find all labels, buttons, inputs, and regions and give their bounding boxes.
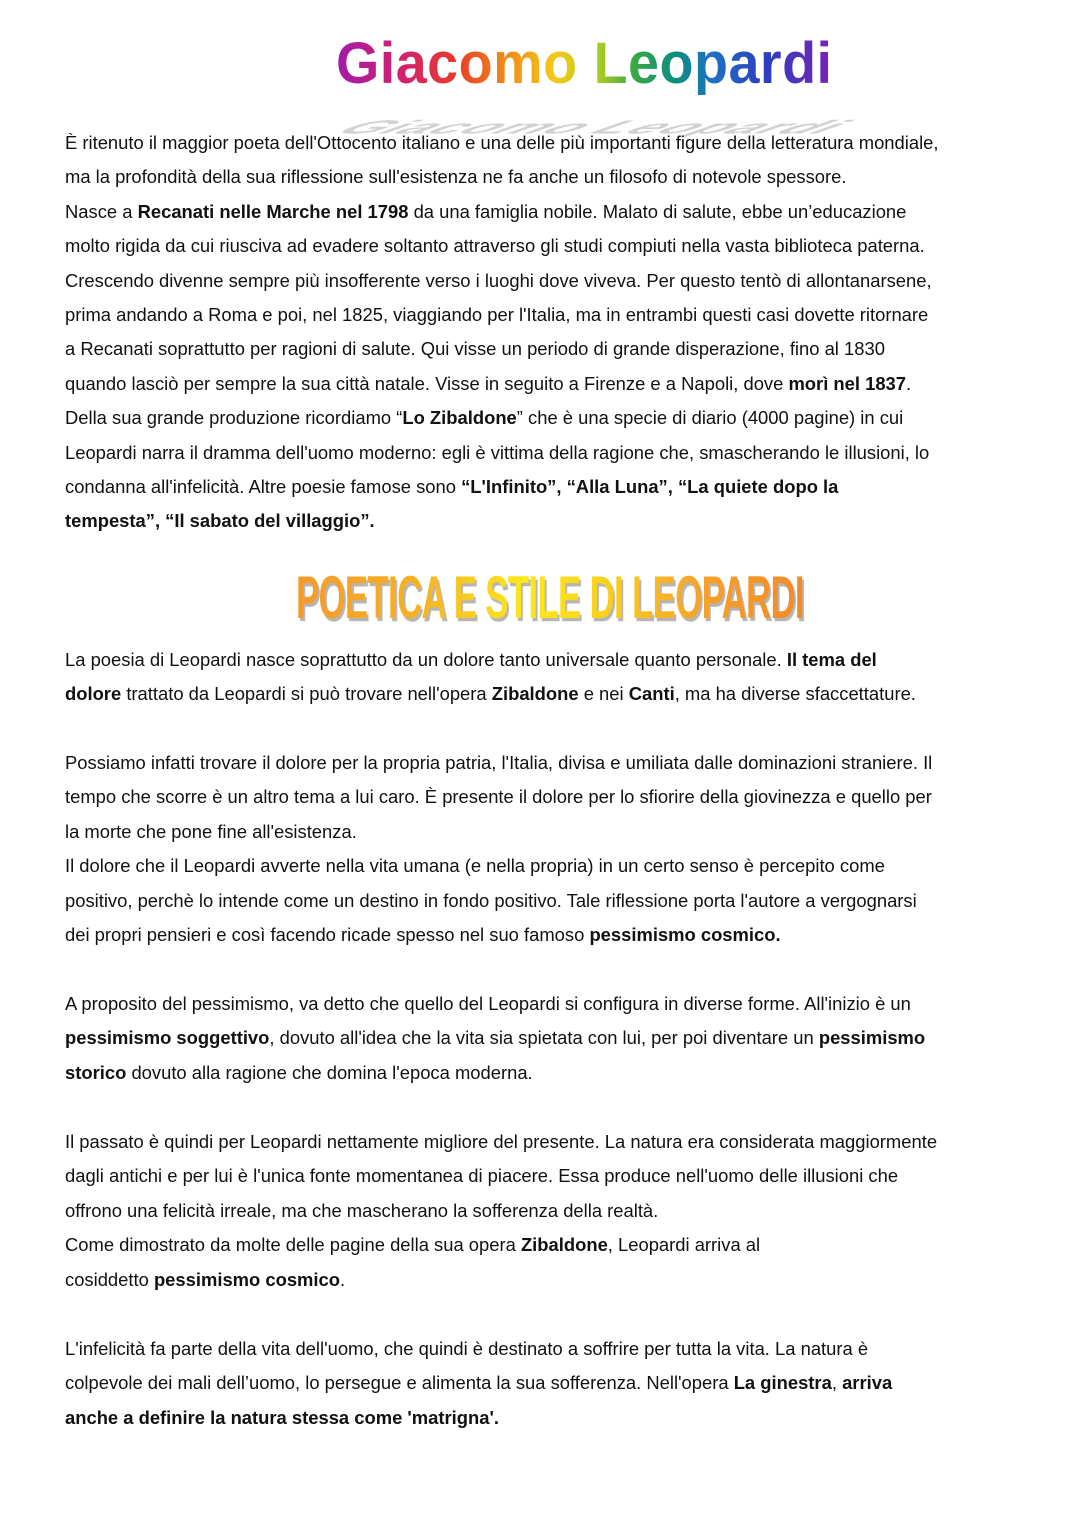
bold-text: morì nel 1837 [788,372,907,394]
bold-text: La ginestra [733,1372,832,1394]
text-line [65,746,1025,780]
text-line [65,332,1025,366]
text-run: positivo, perchè lo intende come un destino in fondo positivo. Tale riflessione porta l'autore a vergognarsi [65,889,917,911]
text-run: cosiddetto [65,1268,154,1290]
text-run: Come dimostrato da molte delle pagine della sua opera [65,1234,521,1256]
text-run: . [906,372,912,394]
title-wordart [300,26,870,138]
poetica-paragraph-2 [65,746,1025,952]
bold-text: Zibaldone [520,1234,608,1256]
text-line [65,401,1025,435]
bold-text: pessimismo cosmico. [589,924,781,946]
text-run: dovuto alla ragione che domina l'epoca moderna. [126,1061,533,1083]
bold-text: Canti [628,683,675,705]
bold-text: pessimismo soggettivo [65,1027,270,1049]
bold-text: anche a definire la natura stessa come 'matrigna'. [65,1406,499,1428]
title-shadow: Giacomo Leopardi [319,116,870,138]
text-run: colpevole dei mali dell’uomo, lo persegue e alimenta la sua sofferenza. Nell'opera [65,1372,734,1394]
text-line [65,1056,1025,1090]
bold-text: Recanati nelle Marche nel 1798 [137,200,409,222]
bold-text: Il tema del [786,649,877,670]
text-run: la morte che pone fine all'esistenza. [65,820,357,842]
text-run: ” che è una specie di diario (4000 pagine) in cui [516,407,904,429]
bold-text: arriva [842,1372,893,1394]
bold-text: pessimismo cosmico [153,1268,340,1290]
text-line [65,1366,1025,1400]
text-run: A proposito del pessimismo, va detto che quello del Leopardi si configura in diverse forme. All'inizio è un [65,993,911,1014]
text-run: da una famiglia nobile. Malato di salute, ebbe un’educazione [408,200,907,222]
text-line [65,849,1025,883]
section-heading-wordart [296,562,804,632]
page-title: Giacomo Leopardi [336,31,833,96]
text-line [65,436,1025,470]
section-heading: POETICA E STILE DI LEOPARDI [296,563,804,632]
text-line [65,126,1025,160]
text-line [65,1021,1025,1055]
text-line [65,264,1025,298]
poetica-paragraph-4 [65,1125,1025,1297]
bold-text: Lo Zibaldone [402,407,517,429]
bold-text: Zibaldone [491,683,579,705]
text-run: dei propri pensieri e così facendo ricade spesso nel suo famoso [65,924,590,946]
text-run: molto rigida da cui riusciva ad evadere soltanto attraverso gli studi compiuti nella vasta biblioteca paterna. [65,235,925,257]
poetica-paragraph-3 [65,987,1025,1090]
text-line [65,884,1025,918]
text-line [65,160,1025,194]
biography-paragraph [65,126,1025,539]
text-line [65,504,1025,538]
text-run: È ritenuto il maggior poeta dell'Ottocento italiano e una delle più importanti figure della letteratura mondiale, [65,132,939,153]
text-line [65,367,1025,401]
text-run: Nasce a [65,200,138,222]
text-run: condanna all'infelicità. Altre poesie famose sono [65,476,462,498]
bold-text: storico [65,1061,127,1083]
text-line [65,677,1025,711]
text-run: Possiamo infatti trovare il dolore per la propria patria, l'Italia, divisa e umiliata dalle dominazioni straniere. Il [65,752,933,773]
text-run: Il passato è quindi per Leopardi nettamente migliore del presente. La natura era considerata maggiormente [65,1131,938,1152]
text-run: ma la profondità della sua riflessione sull'esistenza ne fa anche un filosofo di notevole spessore. [65,166,847,188]
text-line [65,195,1025,229]
text-run: , ma ha diverse sfaccettature. [674,683,916,705]
poetica-paragraph-5 [65,1332,1025,1435]
text-run: Il dolore che il Leopardi avverte nella vita umana (e nella propria) in un certo senso è percepito come [65,855,885,877]
text-run: Crescendo divenne sempre più insofferente verso i luoghi dove viveva. Per questo tentò di allontanarsene, [65,269,932,291]
poetica-paragraph-1 [65,643,1025,712]
text-run: Leopardi narra il dramma dell'uomo moderno: egli è vittima della ragione che, smascherando le illusioni, lo [65,441,930,463]
bold-text: dolore [65,683,122,705]
bold-text: “L'Infinito”, “Alla Luna”, “La quiete dopo la [461,476,839,498]
text-line [65,470,1025,504]
text-run: . [339,1268,346,1290]
text-line [65,918,1025,952]
text-line [65,780,1025,814]
text-line [65,1194,1025,1228]
text-run: , Leopardi arriva al [607,1234,761,1256]
text-run: quando lasciò per sempre la sua città natale. Visse in seguito a Firenze e a Napoli, dove [65,372,789,394]
text-run: L'infelicità fa parte della vita dell'uomo, che quindi è destinato a soffrire per tutta la vita. La natura è [65,1338,869,1359]
text-run: e nei [578,683,629,705]
text-line [65,1228,1025,1262]
text-line [65,229,1025,263]
text-run: trattato da Leopardi si può trovare nell'opera [121,683,492,705]
text-run: , [831,1372,843,1394]
text-line [65,1332,1025,1366]
text-line [65,1125,1025,1159]
text-run: a Recanati soprattutto per ragioni di salute. Qui visse un periodo di grande disperazione, fino al 1830 [65,338,885,360]
text-run: La poesia di Leopardi nasce soprattutto da un dolore tanto universale quanto personale. [65,649,787,670]
text-run: Della sua grande produzione ricordiamo “ [65,407,403,429]
bold-text: tempesta”, “Il sabato del villaggio”. [65,510,375,532]
text-line [65,1159,1025,1193]
text-line [65,815,1025,849]
text-line [65,298,1025,332]
text-run: prima andando a Roma e poi, nel 1825, viaggiando per l'Italia, ma in entrambi questi casi dovette ritornare [65,304,929,326]
text-run: dagli antichi e per lui è l'unica fonte momentanea di piacere. Essa produce nell'uomo delle illusioni che [65,1165,899,1187]
bold-text: pessimismo [818,1027,926,1049]
text-run: , dovuto all'idea che la vita sia spietata con lui, per poi diventare un [269,1027,819,1049]
text-line [65,643,1025,677]
text-line [65,1263,1025,1297]
text-line [65,1401,1025,1435]
text-run: offrono una felicità irreale, ma che mascherano la sofferenza della realtà. [65,1199,659,1221]
text-run: tempo che scorre è un altro tema a lui caro. È presente il dolore per lo sfiorire della giovinezza e quello per [65,786,932,808]
text-line [65,987,1025,1021]
